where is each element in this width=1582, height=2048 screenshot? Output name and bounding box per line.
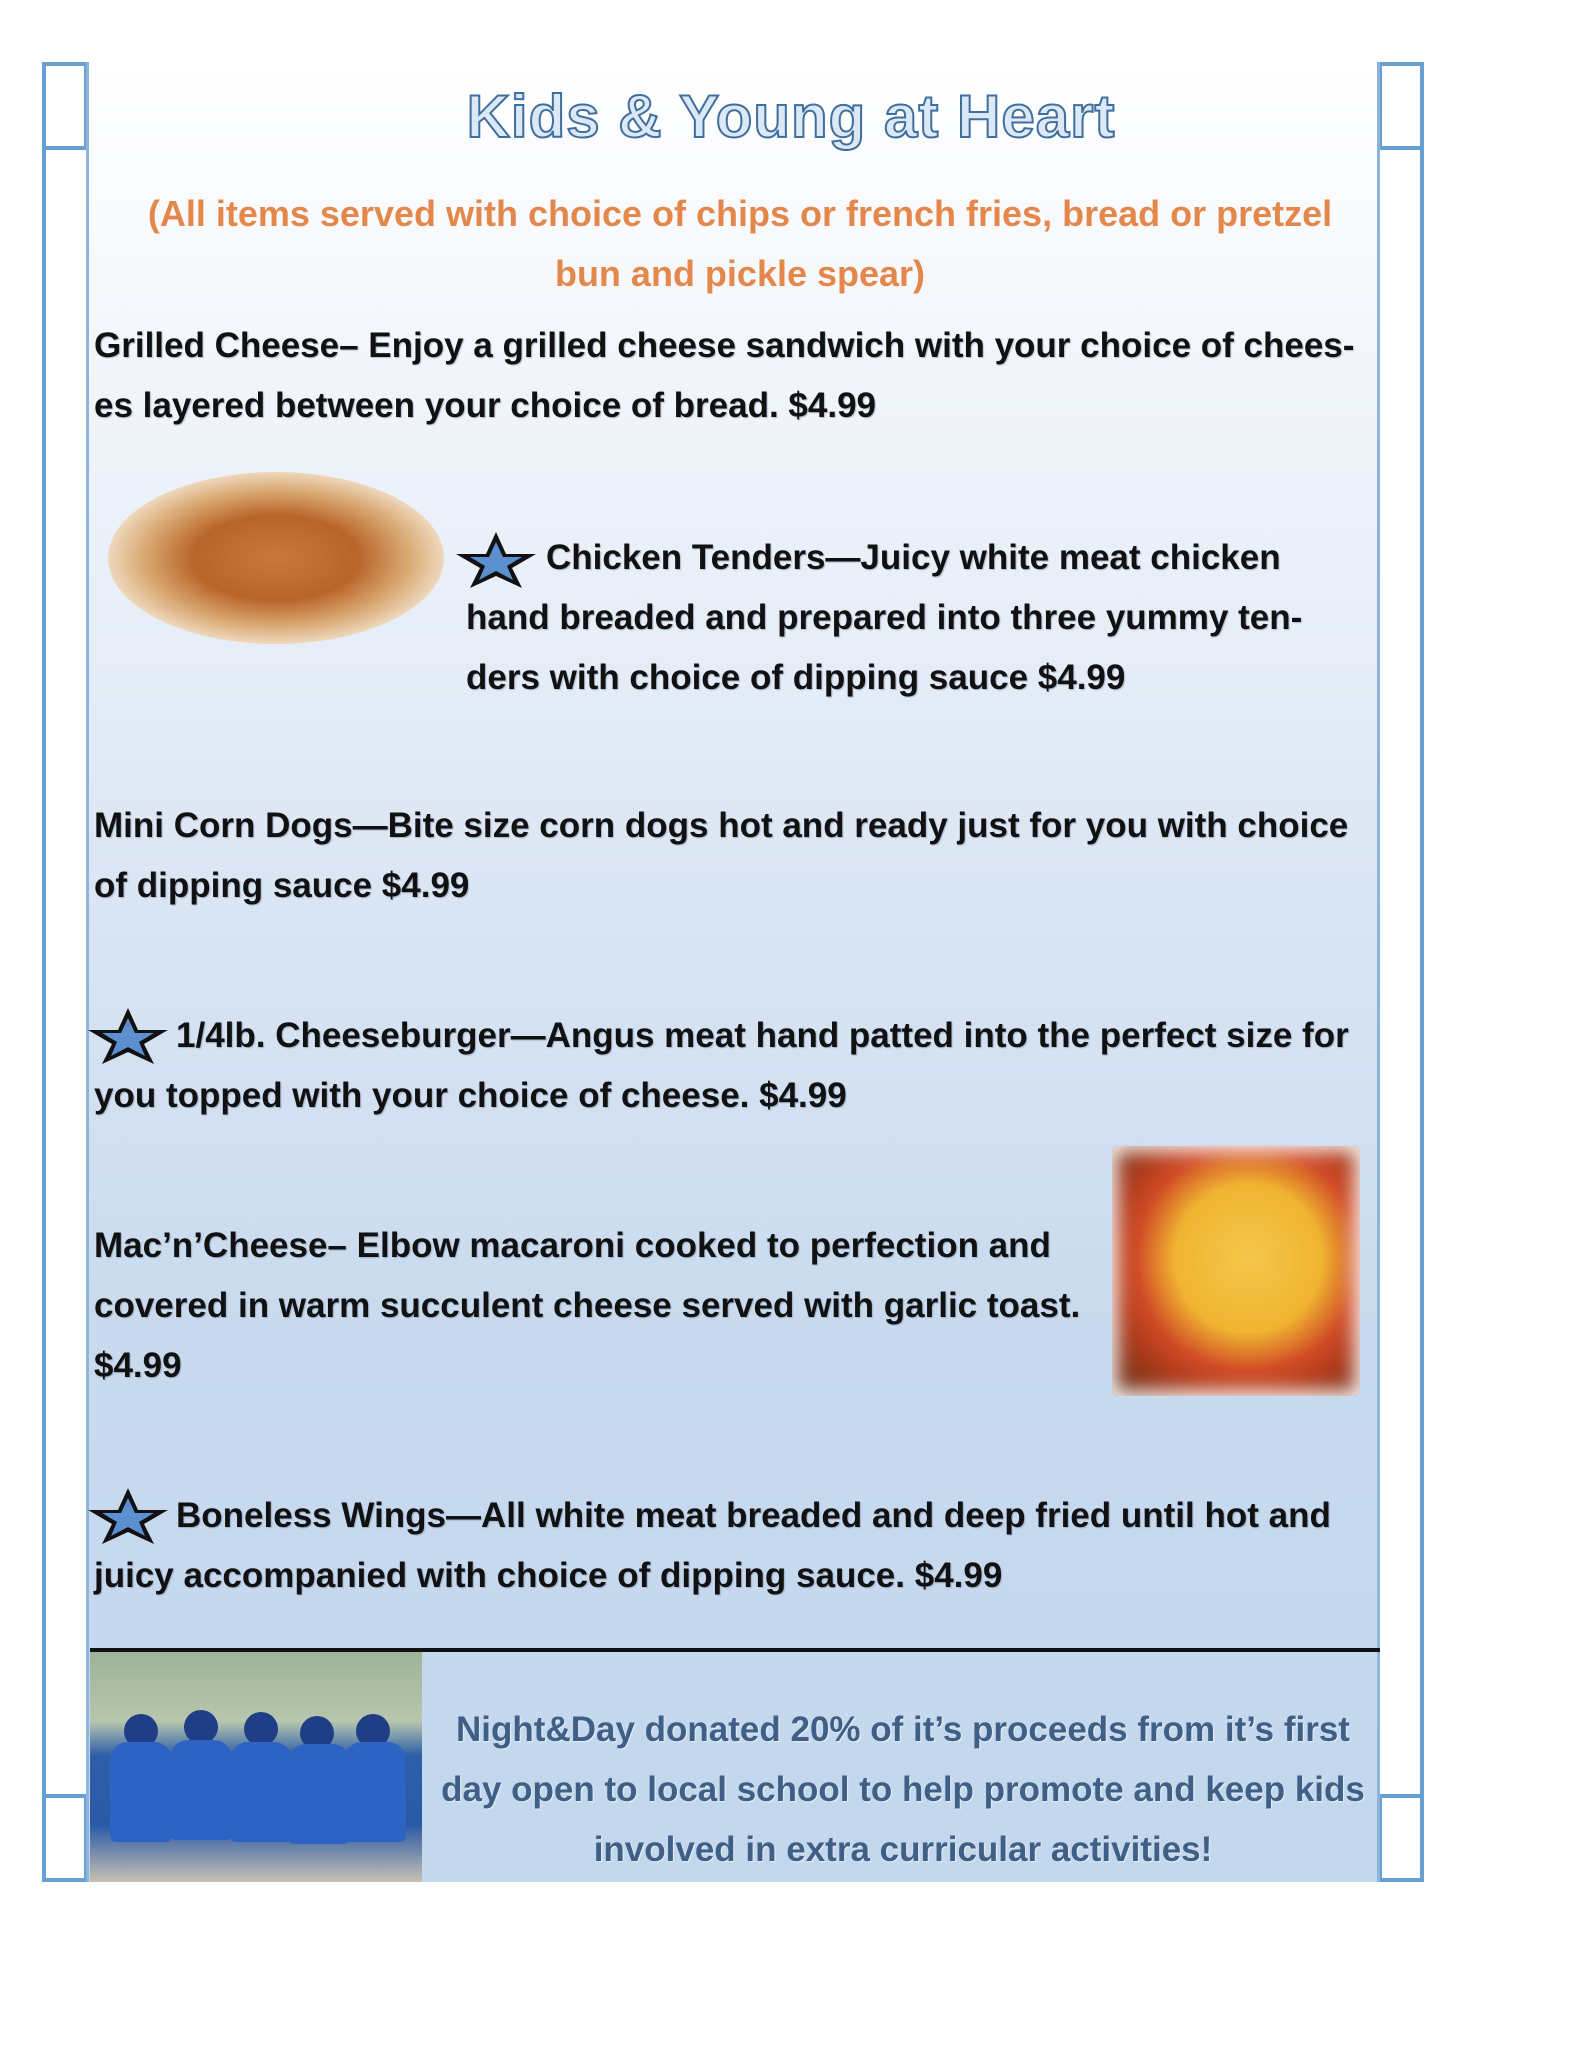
menu-item-mini-corn-dogs: Mini Corn Dogs—Bite size corn dogs hot and ready just for you with choice of dipping sauce $4.99 [94,806,1349,905]
kids-team-photo [90,1652,422,1882]
frame-bracket-bottom-right [1378,1794,1424,1882]
menu-item-grilled-cheese: Grilled Cheese– Enjoy a grilled cheese sandwich with your choice of chees-es layered between your choice of bread. $4.99 [94,326,1355,425]
mac-cheese-photo [1112,1146,1360,1396]
menu-title: Kids & Young at Heart [466,83,1116,150]
menu-item-chicken-tenders: Chicken Tenders—Juicy white meat chicken hand breaded and prepared into three yummy ten-ders with choice of dipping sauce $4.99 [466,538,1303,697]
frame-right-line [1420,62,1424,1882]
menu-item-mac-n-cheese: Mac’n’Cheese– Elbow macaroni cooked to perfection and covered in warm succulent cheese served with garlic toast. $4.99 [94,1226,1081,1385]
frame-bracket-bottom-left [42,1794,88,1882]
tenders-photo [108,472,444,644]
donation-note: Night&Day donated 20% of it’s proceeds from it’s first day open to local school to help promote and keep kids involved in extra curricular activities! [441,1710,1365,1869]
menu-subtitle: (All items served with choice of chips or french fries, bread or pretzel bun and pickle spear) [147,193,1333,294]
frame-left-line [42,62,46,1882]
menu-item-cheeseburger: 1/4lb. Cheeseburger—Angus meat hand patted into the perfect size for you topped with your choice of cheese. $4.99 [94,1016,1349,1115]
menu-item-boneless-wings: Boneless Wings—All white meat breaded and deep fried until hot and juicy accompanied with choice of dipping sauce. $4.99 [94,1496,1331,1595]
